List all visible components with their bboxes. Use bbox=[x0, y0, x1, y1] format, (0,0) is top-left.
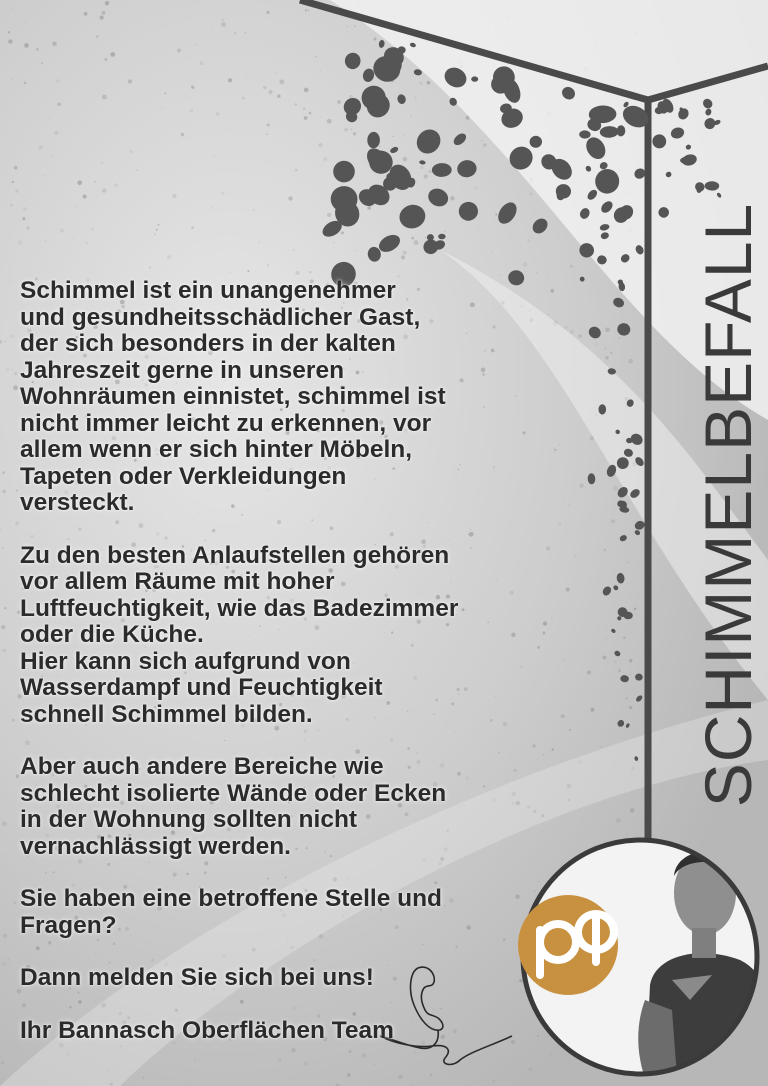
text-line: Ihr Bannasch Oberflächen Team bbox=[20, 1016, 394, 1044]
text-line: Aber auch andere Bereiche wie bbox=[20, 753, 384, 780]
text-line: schlecht isolierte Wände oder Ecken bbox=[20, 779, 447, 807]
text-line: Schimmel ist ein unangenehmer bbox=[20, 277, 396, 304]
text-line: schnell Schimmel bilden. bbox=[20, 700, 313, 728]
text-line: Tapeten oder Verkleidungen bbox=[20, 462, 347, 490]
text-line: Luftfeuchtigkeit, wie das Badezimmer bbox=[20, 594, 459, 622]
text-line: Wasserdampf und Feuchtigkeit bbox=[20, 674, 383, 701]
text-line: und gesundheitsschädlicher Gast, bbox=[20, 303, 421, 331]
paragraph bbox=[20, 886, 520, 939]
body-text bbox=[20, 278, 520, 1070]
company-logo bbox=[518, 895, 618, 995]
paragraph bbox=[20, 754, 520, 860]
vertical-title bbox=[691, 0, 765, 1086]
text-line: Sie haben eine betroffene Stelle und bbox=[20, 885, 443, 912]
text-line: Wohnräumen einnistet, schimmel ist bbox=[20, 383, 446, 410]
paragraph bbox=[20, 965, 520, 992]
text-line: in der Wohnung sollten nicht bbox=[20, 806, 358, 833]
text-line: Fragen? bbox=[20, 911, 117, 939]
paragraph bbox=[20, 278, 520, 517]
text-line: versteckt. bbox=[20, 489, 135, 516]
text-line: Dann melden Sie sich bei uns! bbox=[20, 964, 374, 991]
text-line: vernachlässigt werden. bbox=[20, 832, 291, 860]
paragraph bbox=[20, 543, 520, 729]
text-line: Hier kann sich aufgrund von bbox=[20, 647, 351, 675]
text-line: Jahreszeit gerne in unseren bbox=[20, 356, 345, 384]
paragraph bbox=[20, 1018, 520, 1045]
text-line: oder die Küche. bbox=[20, 621, 204, 648]
text-line: allem wenn er sich hinter Möbeln, bbox=[20, 436, 413, 463]
text-line: der sich besonders in der kalten bbox=[20, 330, 396, 357]
text-line: nicht immer leicht zu erkennen, vor bbox=[20, 409, 432, 437]
page-title: SCHIMMELBEFALL bbox=[691, 202, 765, 808]
text-line: vor allem Räume mit hoher bbox=[20, 568, 335, 595]
text-line: Zu den besten Anlaufstellen gehören bbox=[20, 541, 450, 569]
